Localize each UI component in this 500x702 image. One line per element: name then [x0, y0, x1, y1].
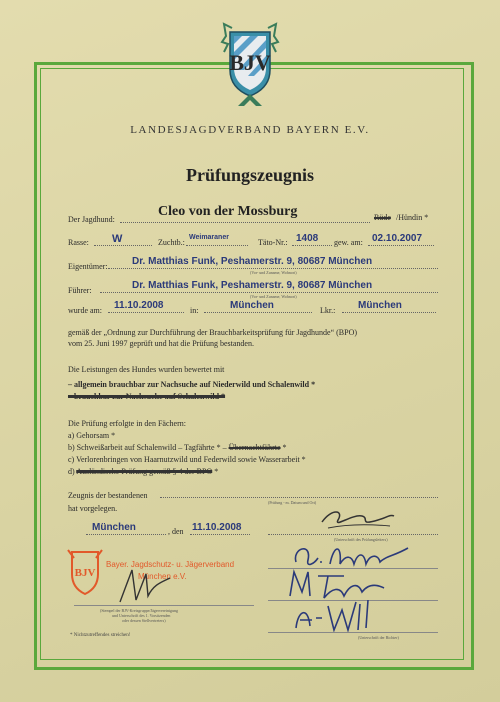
- page-title: Prüfungszeugnis: [185, 165, 315, 185]
- studbook-value: Weimaraner: [189, 234, 229, 241]
- bjv-crest-icon: [214, 22, 286, 112]
- gender-male: Rüde: [374, 213, 391, 222]
- chair-signature-icon: [318, 502, 398, 534]
- stamp-caption-2: und Unterschrift des 1. Vorsitzenden: [112, 613, 171, 618]
- subject-a: a) Gehorsam *: [68, 431, 116, 440]
- stamp-crest-icon: [66, 548, 104, 598]
- svg-text:BJV: BJV: [74, 567, 96, 579]
- owner-label: Eigentümer:: [68, 262, 108, 271]
- svg-text:BJV: BJV: [229, 50, 271, 75]
- subject-b-struck: Übernachtfährte: [228, 443, 281, 452]
- chair-caption: (Unterschrift des Prüfungsleiters): [334, 537, 388, 542]
- district-label: Lkr.:: [320, 306, 336, 315]
- born-label: gew. am:: [334, 238, 363, 247]
- studbook-label: Zuchtb.:: [158, 238, 185, 247]
- rating-intro: Die Leistungen des Hundes wurden bewertet mit: [68, 365, 225, 374]
- subject-d-letter: d): [68, 467, 75, 476]
- tattoo-value: 1408: [296, 233, 319, 244]
- subjects-intro: Die Prüfung erfolgte in den Fächern:: [68, 419, 186, 428]
- handler-label: Führer:: [68, 286, 92, 295]
- subject-b-text: b) Schweißarbeit auf Schalenwild – Tagfährte * –: [68, 443, 227, 452]
- gender-female: /Hündin *: [396, 213, 429, 222]
- subject-b: [68, 443, 287, 452]
- date-separator: , den: [168, 527, 184, 536]
- owner-hint: (Vor- und Zuname, Wohnort): [250, 270, 297, 275]
- exam-place: München: [230, 300, 274, 311]
- exam-place-label: in:: [190, 306, 199, 315]
- stamp-caption-1: (Stempel der BJV-Kreisgruppe/Jägervereinigung: [100, 608, 179, 613]
- certificate-line-2: hat vorgelegen.: [68, 504, 118, 513]
- rating-option-1: – allgemein brauchbar zur Nachsuche auf Niederwild und Schalenwild *: [68, 380, 316, 389]
- subject-b-mark: *: [280, 443, 287, 452]
- tattoo-label: Täto-Nr.:: [258, 238, 288, 247]
- judge-signature-3-icon: [292, 596, 392, 636]
- subject-d-struck: Ausländische Prüfung gemäß § 4 der BPO: [76, 467, 213, 476]
- certificate-line-1: Zeugnis der bestandenen: [68, 491, 148, 500]
- breed-label: Rasse:: [68, 238, 89, 247]
- rating-option-2: – brauchbar zur Nachsuche auf Schalenwild *: [68, 392, 226, 401]
- subject-d-mark: *: [212, 467, 219, 476]
- signing-date: 11.10.2008: [192, 522, 242, 533]
- stamp-caption-3: oder dessen Stellvertreters): [122, 618, 166, 623]
- chairman-signature-icon: [110, 566, 180, 608]
- dog-name-label: Der Jagdhund:: [68, 215, 115, 224]
- breed-value: W: [112, 233, 123, 245]
- judges-caption: (Unterschrift der Richter): [358, 635, 399, 640]
- handler-hint: (Vor- und Zuname, Wohnort): [250, 294, 297, 299]
- subject-c: c) Verlorenbringen von Haarnutzwild und Federwild sowie Wasserarbeit *: [68, 455, 306, 464]
- owner-value: Dr. Matthias Funk, Peshamerstr. 9, 80687 München: [132, 256, 373, 267]
- subject-d: [68, 467, 218, 476]
- bpo-line-2: vom 25. Juni 1997 geprüft und hat die Prüfung bestanden.: [68, 339, 254, 348]
- handler-value: Dr. Matthias Funk, Peshamerstr. 9, 80687 München: [132, 280, 373, 291]
- bpo-line-1: gemäß der „Ordnung zur Durchführung der Brauchbarkeitsprüfung für Jagdhunde“ (BPO): [68, 328, 358, 337]
- footnote: * Nichtzutreffendes streichen!: [70, 633, 131, 638]
- born-value: 02.10.2007: [372, 233, 423, 244]
- district-value: München: [358, 300, 402, 311]
- association-name: LANDESJAGDVERBAND BAYERN E.V.: [130, 124, 370, 136]
- stamp-text-2: München e.V.: [138, 572, 187, 581]
- stamp-text-1: Bayer. Jagdschutz- u. Jägerverband: [106, 560, 235, 569]
- dog-name: Cleo von der Mossburg: [158, 204, 298, 219]
- certificate-hint: (Prüfung - m. Datum und Ort): [268, 500, 317, 505]
- signing-place: München: [92, 522, 136, 533]
- exam-date: 11.10.2008: [114, 300, 164, 311]
- exam-date-label: wurde am:: [68, 306, 102, 315]
